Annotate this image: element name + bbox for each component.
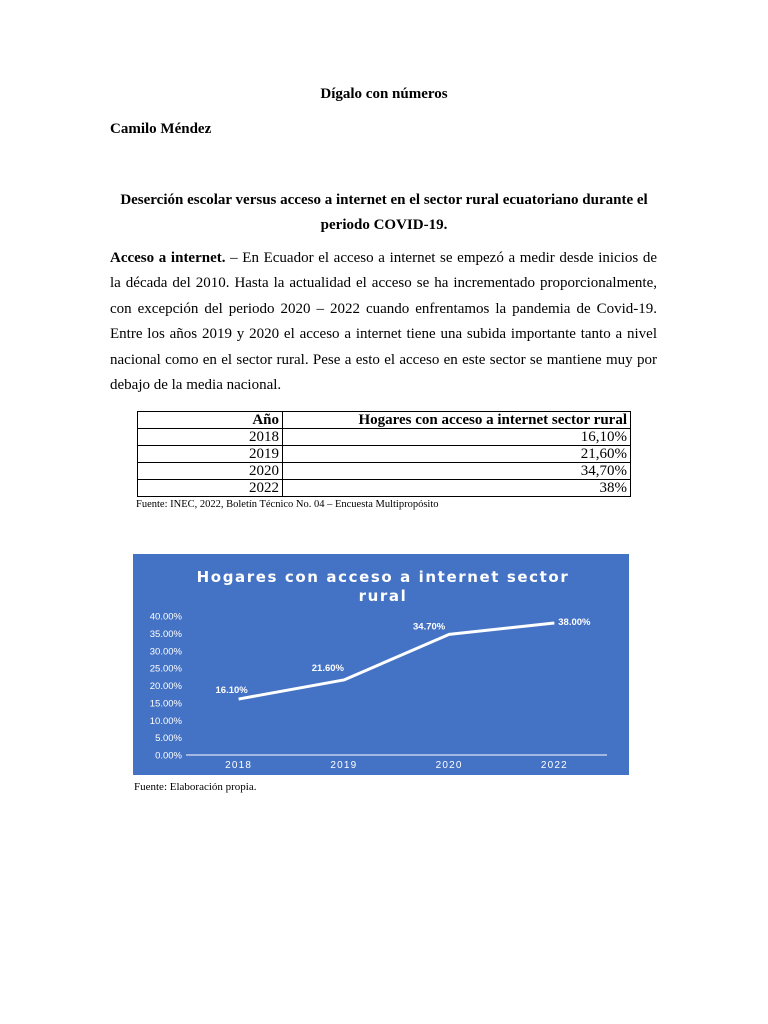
table-row [138, 463, 631, 480]
table-cell-value: 21,60% [283, 446, 631, 463]
table-cell-value: 38% [283, 480, 631, 497]
data-point-label: 16.10% [215, 685, 248, 697]
y-tick-label: 35.00% [149, 628, 182, 640]
table-header-year: Año [138, 412, 283, 429]
table-cell-year: 2018 [138, 429, 283, 446]
x-category-label: 2019 [330, 760, 358, 771]
y-tick-label: 0.00% [155, 750, 182, 762]
internet-access-line-chart [133, 554, 629, 775]
y-tick-label: 25.00% [149, 663, 182, 675]
x-category-label: 2020 [435, 760, 463, 771]
table-cell-year: 2020 [138, 463, 283, 480]
table-row [138, 480, 631, 497]
internet-access-table [137, 411, 631, 497]
author-name: Camilo Méndez [110, 121, 212, 137]
data-point-label: 38.00% [558, 616, 591, 628]
section-title-line-1: Deserción escolar versus acceso a internet en el sector rural ecuatoriano durante el [120, 192, 648, 208]
section-title [105, 188, 663, 238]
document-title: Dígalo con números [320, 86, 448, 102]
table-cell-year: 2019 [138, 446, 283, 463]
chart-title-line-1: Hogares con acceso a internet sector [196, 568, 570, 586]
table-row [138, 429, 631, 446]
y-tick-label: 10.00% [149, 715, 182, 727]
chart-title-line-2: rural [358, 587, 408, 605]
table-source-note: Fuente: INEC, 2022, Boletín Técnico No. 04 – Encuesta Multipropósito [136, 499, 439, 510]
section-title-line-2: periodo COVID-19. [320, 217, 448, 233]
table-header-households: Hogares con acceso a internet sector rural [283, 412, 631, 429]
y-tick-label: 40.00% [149, 611, 182, 623]
x-category-label: 2018 [225, 760, 253, 771]
y-tick-label: 15.00% [149, 698, 182, 710]
table-cell-value: 16,10% [283, 429, 631, 446]
y-tick-label: 20.00% [149, 681, 182, 692]
chart-source-note: Fuente: Elaboración propia. [134, 781, 257, 793]
table-row [138, 446, 631, 463]
data-point-label: 34.70% [413, 621, 446, 633]
x-category-label: 2022 [540, 760, 568, 771]
y-tick-label: 30.00% [149, 646, 182, 658]
body-paragraph [110, 246, 657, 398]
table-cell-value: 34,70% [283, 463, 631, 480]
y-tick-label: 5.00% [155, 733, 182, 745]
paragraph-body: – En Ecuador el acceso a internet se empezó a medir desde inicios de la década del 2010. Hasta la actualidad el acceso se ha incrementado proporcionalmente, con excepción del periodo 2020 – 2022 cuando enfrentamos la pandemia de Covid-19. Entre los años 2019 y 2020 el acceso a internet tiene una subida importante tanto a nivel nacional como en el sector rural. Pese a esto el acceso en este sector se mantiene muy por debajo de la media nacional. [110, 250, 657, 394]
table-cell-year: 2022 [138, 480, 283, 497]
table-header-row [138, 412, 631, 429]
data-point-label: 21.60% [311, 662, 344, 674]
paragraph-lead: Acceso a internet. [110, 250, 226, 266]
